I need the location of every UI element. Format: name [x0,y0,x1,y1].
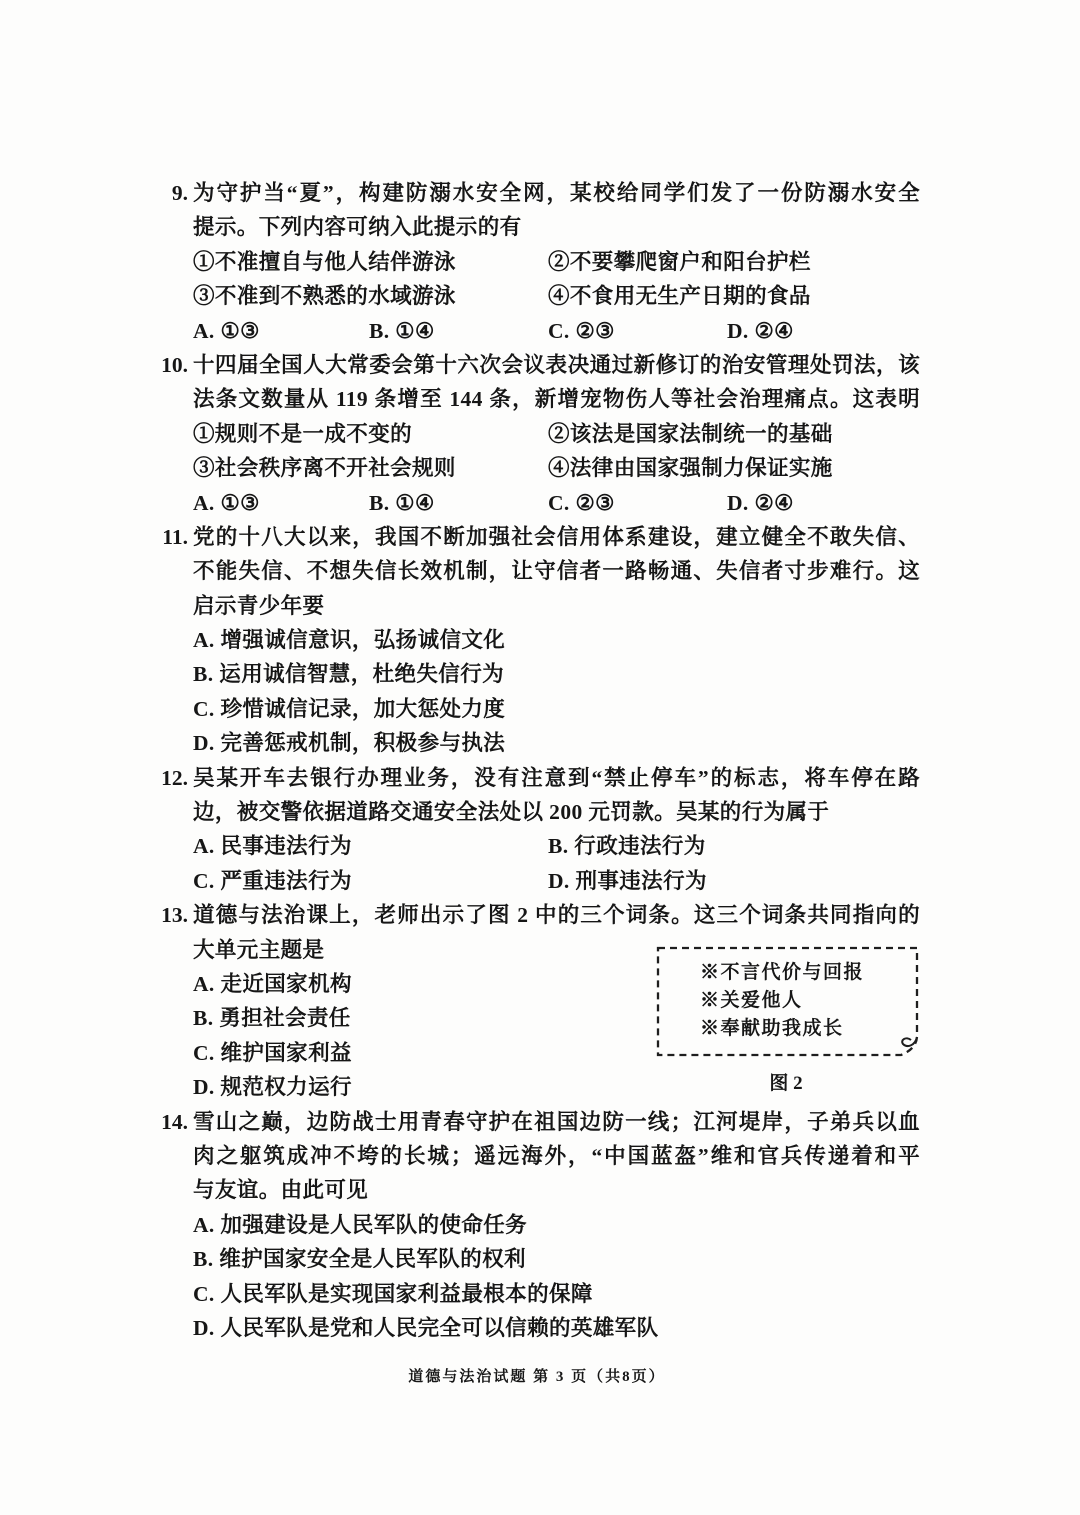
q10-choices-row [193,486,920,520]
q10-choice-c: C. ②③ [548,490,615,515]
q9-choice-a: A. ①③ [193,318,260,343]
question-list [161,176,920,1345]
q13-choice-d-text: D. 规范权力运行 [193,1075,352,1100]
q12-choice-b: B. 行政违法行为 [548,834,706,859]
q11-stem-text-1: 党的十八大以来，我国不断加强社会信用体系建设，建立健全不敢失信、 [193,524,920,549]
q10-number: 10. [161,352,188,377]
q9-statement-1: ①不准擅自与他人结伴游泳 [193,249,456,274]
q11-choice-b-text: B. 运用诚信智慧，杜绝失信行为 [193,662,504,687]
q13-stem-line-1 [161,898,920,932]
q9-choice-c: C. ②③ [548,318,615,343]
q14-number: 14. [161,1109,188,1134]
q14-choice-a [193,1208,920,1242]
q11-number: 11. [162,524,188,549]
q14-stem-text-3: 与友谊。由此可见 [193,1178,369,1203]
q11-stem-text-3: 启示青少年要 [193,593,325,618]
q9-statement-4: ④不食用无生产日期的食品 [548,284,811,309]
q12-stem-line-2 [193,795,920,829]
q12-choice-a: A. 民事违法行为 [193,834,352,859]
q13-choice-c-text: C. 维护国家利益 [193,1040,352,1065]
figure-item-3: ※奉献助我成长 [700,1018,844,1039]
q10-stem-text-1: 十四届全国人大常委会第十六次会议表决通过新修订的治安管理处罚法，该 [193,352,920,377]
q12-stem-text-1: 吴某开车去银行办理业务，没有注意到“禁止停车”的标志，将车停在路 [193,765,920,790]
q10-statement-3: ③社会秩序离不开社会规则 [193,456,456,481]
q11-choice-a-text: A. 增强诚信意识，弘扬诚信文化 [193,628,506,653]
q9-stem-text-1: 为守护当“夏”，构建防溺水安全网，某校给同学们发了一份防溺水安全 [193,181,920,205]
q9-statements-row-1 [193,245,920,279]
figure-2-box [655,945,921,1059]
q10-choice-a: A. ①③ [193,490,260,515]
q11-choice-c [193,692,920,726]
q13-stem-text-2: 大单元主题是 [193,937,325,962]
q10-choice-b: B. ①④ [369,490,435,515]
q12-stem-line-1 [161,761,920,795]
q10-statement-2: ②该法是国家法制统一的基础 [548,421,833,446]
q11-choice-b [193,657,920,691]
q11-stem-line-1 [162,520,920,554]
q14-choice-b-text: B. 维护国家安全是人民军队的权利 [193,1247,526,1272]
q14-stem-line-3 [193,1173,920,1207]
q12-stem-text-2: 边，被交警依据道路交通安全法处以 200 元罚款。吴某的行为属于 [193,800,830,825]
q14-choice-b [193,1242,920,1276]
q9-stem-line-1 [171,176,920,210]
q12-choices-row-2 [193,864,920,898]
q14-stem-line-1 [161,1105,920,1139]
q11-stem-line-2 [193,554,920,588]
q11-stem-text-2: 不能失信、不想失信长效机制，让守信者一路畅通、失信者寸步难行。这 [193,559,920,584]
q9-choices-row [193,314,920,348]
q14-stem-text-1: 雪山之巅，边防战士用青春守护在祖国边防一线；江河堤岸，子弟兵以血 [193,1109,920,1134]
q14-choice-a-text: A. 加强建设是人民军队的使命任务 [193,1212,528,1237]
q11-choice-d-text: D. 完善惩戒机制，积极参与执法 [193,731,506,756]
q14-choice-d [193,1311,920,1345]
q11-stem-line-3 [193,589,920,623]
q10-statement-4: ④法律由国家强制力保证实施 [548,456,833,481]
q10-statements-row-1 [193,417,920,451]
q12-number: 12. [161,765,188,790]
q13-choice-a-text: A. 走近国家机构 [193,971,352,996]
q11-choice-c-text: C. 珍惜诚信记录，加大惩处力度 [193,696,506,721]
figure-2-caption: 图 2 [769,1073,803,1094]
q9-stem-line-2 [193,210,920,244]
q13-stem-text-1: 道德与法治课上，老师出示了图 2 中的三个词条。这三个词条共同指向的 [193,903,920,928]
q9-stem-text-2: 提示。下列内容可纳入此提示的有 [193,215,522,240]
q10-statements-row-2 [193,451,920,485]
q9-statement-3: ③不准到不熟悉的水域游泳 [193,284,456,309]
q9-number: 9. [171,181,188,205]
q12-choices-row-1 [193,829,920,863]
q14-choice-c-text: C. 人民军队是实现国家利益最根本的保障 [193,1281,593,1306]
q9-choice-b: B. ①④ [369,318,435,343]
q10-stem-line-2 [193,382,920,416]
q11-choice-d [193,726,920,760]
q9-statement-2: ②不要攀爬窗户和阳台护栏 [548,249,811,274]
q14-stem-text-2: 肉之躯筑成冲不垮的长城；遥远海外，“中国蓝盔”维和官兵传递着和平 [193,1143,920,1168]
q10-statement-1: ①规则不是一成不变的 [193,421,413,446]
page-footer: 道德与法治试题 第 3 页（共8页） [408,1369,666,1385]
q14-stem-line-2 [193,1139,920,1173]
q10-stem-text-2: 法条文数量从 119 条增至 144 条，新增宠物伤人等社会治理痛点。这表明 [193,387,920,412]
figure-item-2: ※关爱他人 [700,990,803,1011]
q9-choice-d: D. ②④ [727,318,794,343]
figure-item-1: ※不言代价与回报 [700,962,865,983]
q13-number: 13. [161,903,188,928]
q10-choice-d: D. ②④ [727,490,794,515]
q12-choice-d: D. 刑事违法行为 [548,868,707,893]
q14-choice-d-text: D. 人民军队是党和人民完全可以信赖的英雄军队 [193,1315,659,1340]
q9-statements-row-2 [193,279,920,313]
q10-stem-line-1 [161,348,920,382]
q11-choice-a [193,623,920,657]
q14-choice-c [193,1277,920,1311]
q12-choice-c: C. 严重违法行为 [193,868,352,893]
q13-choice-b-text: B. 勇担社会责任 [193,1006,351,1031]
